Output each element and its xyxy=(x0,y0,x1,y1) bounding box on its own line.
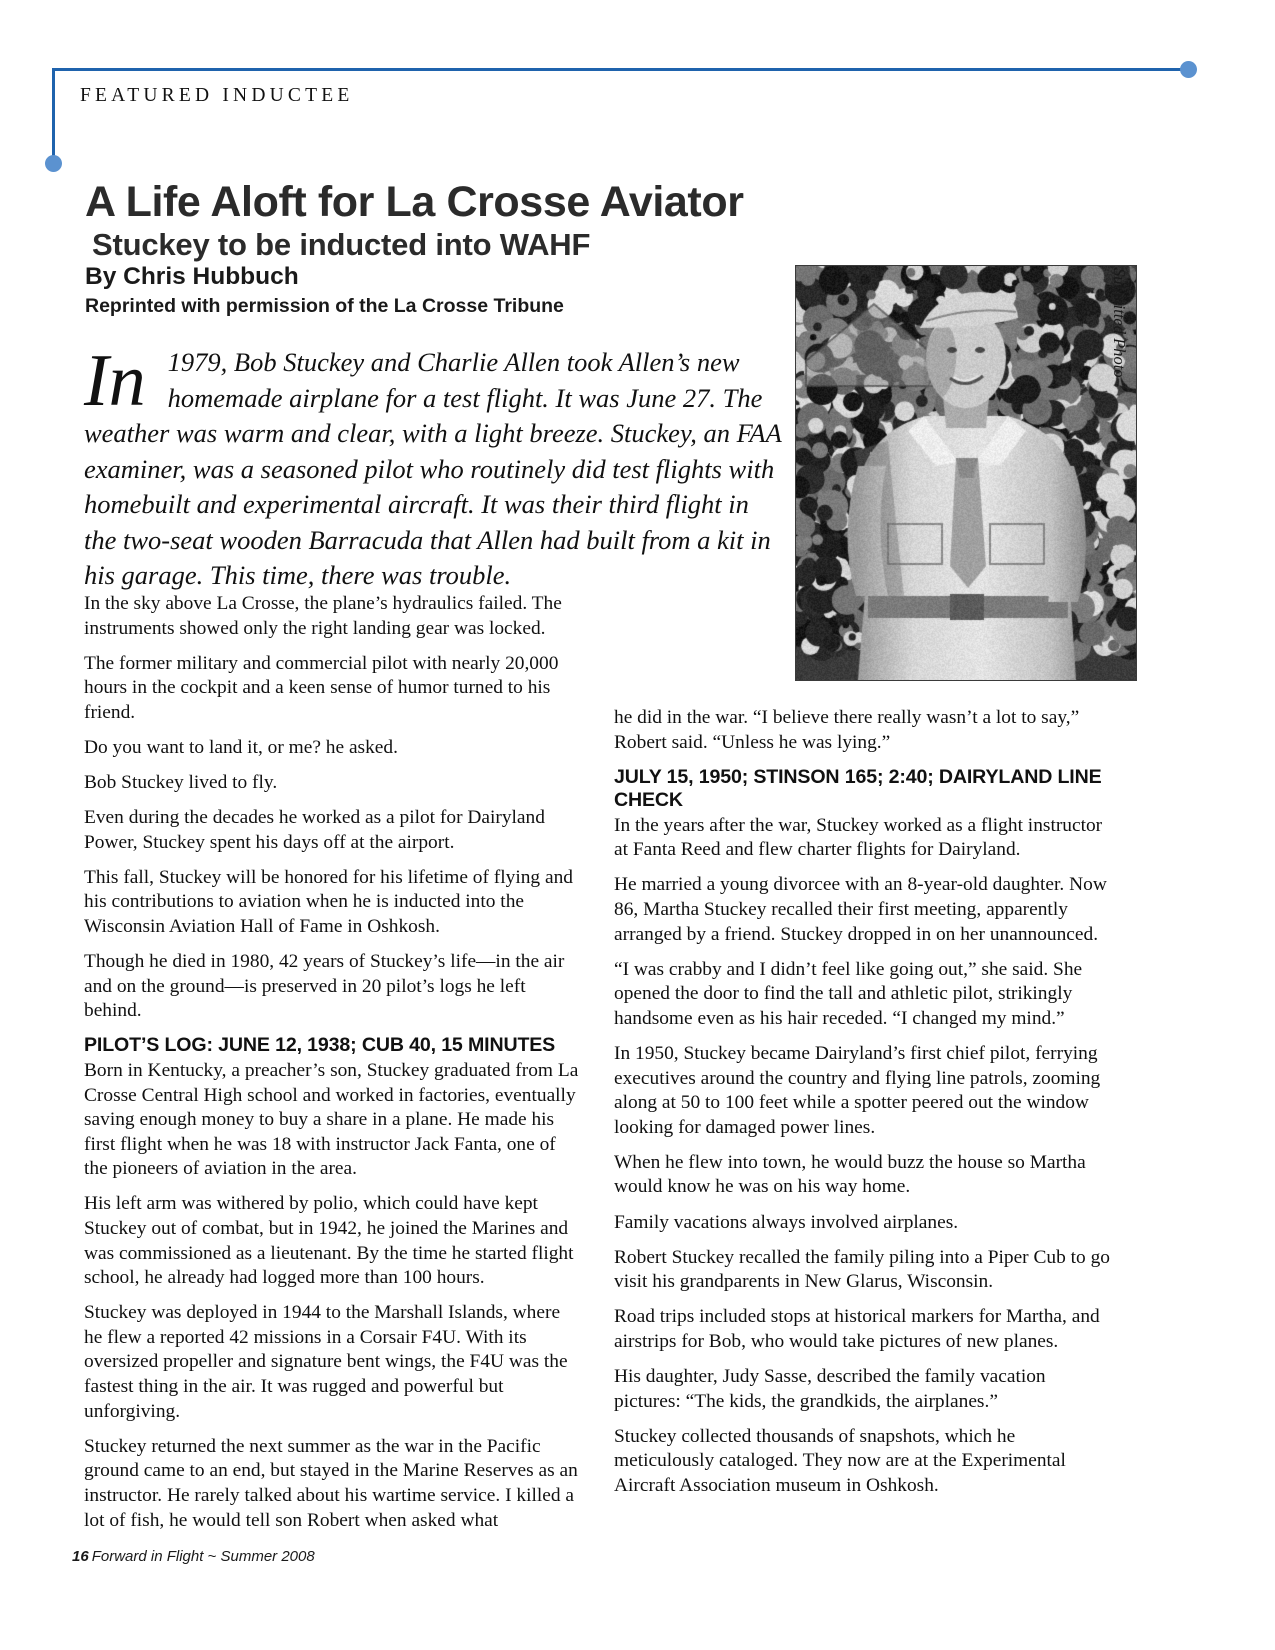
section-subhead: PILOT’S LOG: JUNE 12, 1938; CUB 40, 15 MINUTES xyxy=(84,1034,556,1057)
photo-credit: Submitted Photo xyxy=(1110,268,1129,378)
inductee-photo-canvas xyxy=(796,266,1136,680)
kicker-featured-inductee: FEATURED INDUCTEE xyxy=(80,85,354,106)
body-paragraph: Born in Kentucky, a preacher’s son, Stuckey graduated from La Crosse Central High school and worked in factories, eventually saving enough money to buy a share in a plane. He made his first flight when he was 18 with instructor Jack Fanta, one of the pioneers of aviation in the area. xyxy=(84,1059,579,1180)
body-paragraph: He married a young divorcee with an 8-year-old daughter. Now 86, Martha Stuckey recalled their first meeting, apparently arranged by a friend. Stuckey dropped in on her unannounced. xyxy=(614,874,1107,945)
body-paragraph: “I was crabby and I didn’t feel like going out,” she said. She opened the door to find the tall and athletic pilot, strikingly handsome even as his hair receded. “I changed my mind.” xyxy=(614,958,1083,1029)
article-deck xyxy=(84,340,784,594)
body-paragraph: In the years after the war, Stuckey worked as a flight instructor at Fanta Reed and flew charter flights for Dairyland. xyxy=(614,814,1103,861)
inductee-photo xyxy=(795,265,1137,681)
deck-dropcap: In xyxy=(84,340,146,422)
body-paragraph: Bob Stuckey lived to fly. xyxy=(84,772,278,794)
body-paragraph: Do you want to land it, or me? he asked. xyxy=(84,736,398,758)
page-number: 16 xyxy=(72,1548,89,1565)
header-dot-right-icon xyxy=(1180,61,1197,78)
body-paragraph: When he flew into town, he would buzz the house so Martha would know he was on his way home. xyxy=(614,1151,1086,1198)
page-title: A Life Aloft for La Crosse Aviator xyxy=(85,177,744,226)
page-subtitle: Stuckey to be inducted into WAHF xyxy=(92,226,591,262)
byline-author: By Chris Hubbuch xyxy=(85,263,299,290)
body-paragraph: This fall, Stuckey will be honored for his lifetime of flying and his contributions to aviation when he is inducted into the Wisconsin Aviation Hall of Fame in Oshkosh. xyxy=(84,866,573,938)
body-paragraph: His daughter, Judy Sasse, described the family vacation pictures: “The kids, the grandkids, the airplanes.” xyxy=(614,1365,1046,1412)
article-column-left xyxy=(84,592,581,1544)
body-paragraph: Stuckey collected thousands of snapshots, which he meticulously cataloged. They now are at the Experimental Aircraft Association museum in Oshkosh. xyxy=(614,1425,1066,1496)
footer-publication: Forward in Flight ~ Summer 2008 xyxy=(91,1548,315,1565)
body-paragraph: Family vacations always involved airplanes. xyxy=(614,1211,959,1233)
body-paragraph: Stuckey returned the next summer as the war in the Pacific ground came to an end, but stayed in the Marine Reserves as an instructor. He rarely talked about his wartime service. I killed a lot of fish, he would tell son Robert when asked what xyxy=(84,1435,578,1531)
section-subhead: JULY 15, 1950; STINSON 165; 2:40; DAIRYLAND LINE CHECK xyxy=(614,765,1102,812)
body-paragraph: The former military and commercial pilot with nearly 20,000 hours in the cockpit and a keen sense of humor turned to his friend. xyxy=(84,652,559,723)
header-rule-vertical xyxy=(52,68,55,163)
header-dot-left-icon xyxy=(45,155,62,172)
deck-text: 1979, Bob Stuckey and Charlie Allen took Allen’s new homemade airplane for a test flight. It was June 27. The weather was warm and clear, with a light breeze. Stuckey, an FAA examiner, was a seasoned pilot who routinely did test flights with homebuilt and experimental aircraft. It was their third flight in the two-seat wooden Barracuda that Allen had built from a kit in his garage. This time, there was trouble. xyxy=(84,347,782,590)
body-paragraph: In 1950, Stuckey became Dairyland’s first chief pilot, ferrying executives around the country and flying line patrols, zooming along at 50 to 100 feet while a spotter peered out the window looking for damaged power lines. xyxy=(614,1042,1101,1138)
page-footer xyxy=(72,1548,315,1565)
body-paragraph: Stuckey was deployed in 1944 to the Marshall Islands, where he flew a reported 42 missions in a Corsair F4U. With its oversized propeller and signature bent wings, the F4U was the fastest thing in the air. It was rugged and powerful but unforgiving. xyxy=(84,1302,568,1422)
body-paragraph: Road trips included stops at historical markers for Martha, and airstrips for Bob, who would take pictures of new planes. xyxy=(614,1306,1100,1352)
body-paragraph: Robert Stuckey recalled the family piling into a Piper Cub to go visit his grandparents in New Glarus, Wisconsin. xyxy=(614,1246,1110,1293)
body-paragraph: Even during the decades he worked as a pilot for Dairyland Power, Stuckey spent his days off at the airport. xyxy=(84,807,545,853)
body-paragraph: His left arm was withered by polio, which could have kept Stuckey out of combat, but in 1942, he joined the Marines and was commissioned as a lieutenant. By the time he started flight school, he already had logged more than 100 hours. xyxy=(84,1193,574,1289)
byline-reprint-credit: Reprinted with permission of the La Crosse Tribune xyxy=(85,295,564,317)
body-paragraph: In the sky above La Crosse, the plane’s hydraulics failed. The instruments showed only the right landing gear was locked. xyxy=(84,593,562,639)
body-paragraph: he did in the war. “I believe there really wasn’t a lot to say,” Robert said. “Unless he was lying.” xyxy=(614,707,1080,753)
header-rule-horizontal xyxy=(52,68,1188,71)
article-column-right xyxy=(614,706,1111,1509)
body-paragraph: Though he died in 1980, 42 years of Stuckey’s life—in the air and on the ground—is preserved in 20 pilot’s logs he left behind. xyxy=(84,951,565,1022)
